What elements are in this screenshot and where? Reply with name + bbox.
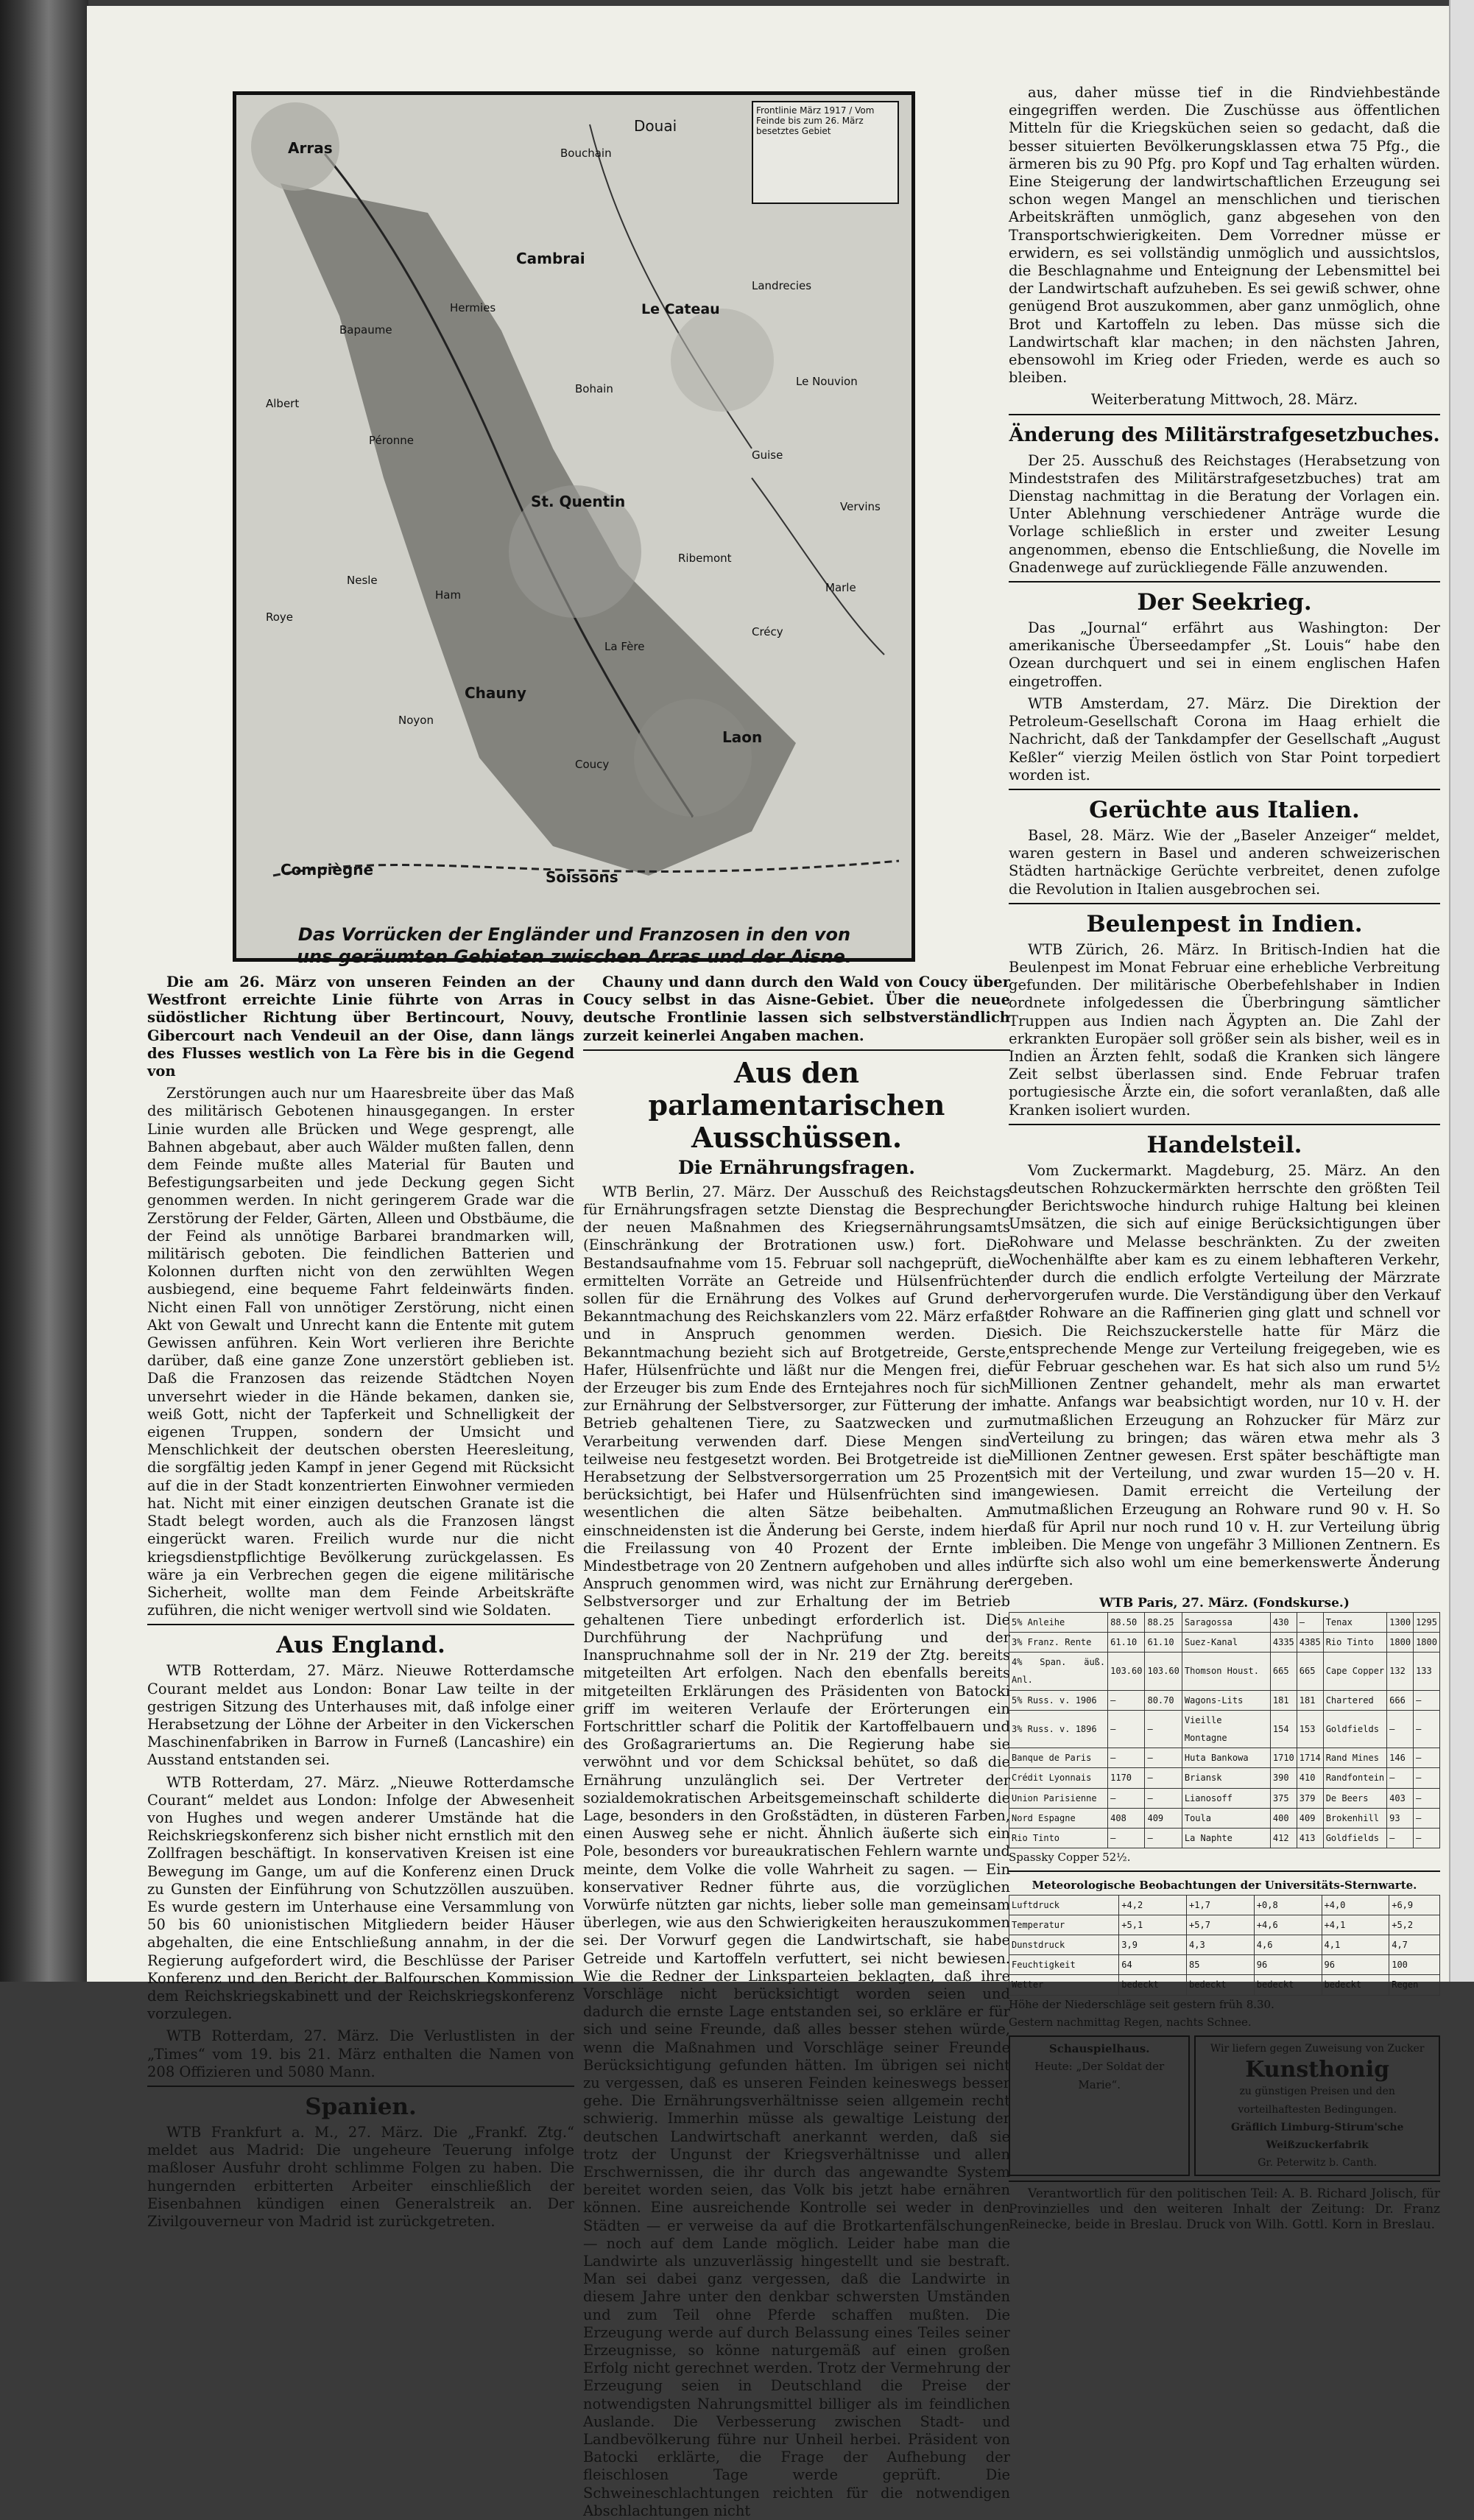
table-cell: 403 — [1387, 1788, 1414, 1808]
column-right — [1009, 84, 1440, 2233]
divider — [1009, 1124, 1440, 1125]
imprint: Verantwortlich für den politischen Teil: A. B. Richard Jolisch, für Provinzielles und den weiteren Inhalt der Zeitung: Dr. Franz Reinecke, beide in Breslau. Druck von Wilh. Gottl. Korn in Breslau. — [1009, 2186, 1440, 2233]
headline-commerce: Handelsteil. — [1146, 1131, 1302, 1158]
table-cell: 153 — [1297, 1710, 1323, 1748]
table-cell: +5,1 — [1119, 1915, 1187, 1935]
table-cell: Toula — [1182, 1808, 1270, 1828]
table-cell: 93 — [1387, 1808, 1414, 1828]
theater-program: Heute: „Der Soldat der Marie“. — [1034, 2060, 1165, 2091]
table-cell: bedeckt — [1322, 1975, 1389, 1995]
table-cell: +5,2 — [1389, 1915, 1440, 1935]
column-left — [147, 974, 574, 2230]
map-label-guise: Guise — [752, 448, 783, 462]
table-cell: +4,0 — [1322, 1895, 1389, 1915]
weather-row — [1009, 1895, 1440, 1915]
table-cell: Temperatur — [1009, 1915, 1119, 1935]
weather-row — [1009, 1955, 1440, 1975]
table-cell: +0,8 — [1254, 1895, 1322, 1915]
table-cell: 666 — [1387, 1690, 1414, 1710]
war-map — [233, 91, 915, 962]
headline-committees: Aus den parlamentarischen Ausschüssen. — [648, 1055, 945, 1154]
map-label-hermies: Hermies — [450, 301, 496, 314]
weather-note: Gestern nachmittag Regen, nachts Schnee. — [1009, 2015, 1252, 2029]
table-cell: — — [1414, 1829, 1440, 1848]
honey-ad-address: Gr. Peterwitz b. Canth. — [1258, 2157, 1378, 2169]
theater-label: Schauspielhaus. — [1048, 2042, 1150, 2056]
table-cell: Dunstdruck — [1009, 1935, 1119, 1955]
weather-table — [1009, 1895, 1440, 1996]
table-cell: +6,9 — [1389, 1895, 1440, 1915]
honey-ad-product: Kunsthonig — [1245, 2057, 1390, 2083]
divider — [1009, 581, 1440, 583]
map-label-le-cateau: Le Cateau — [641, 301, 720, 317]
table-cell: Cape Copper — [1323, 1653, 1386, 1690]
table-cell: — — [1108, 1788, 1145, 1808]
table-cell: — — [1414, 1788, 1440, 1808]
food-article-cont: aus, daher müsse tief in die Rindviehbestände eingegriffen werden. Die Zuschüsse aus öffentlichen Mitteln für die Kriegsküchen seien so gedacht, daß die besser situierten Bevölkerungsklassen etwa 75 Pfg., die ärmeren bis zu 90 Pfg. pro Kopf und Tag erhalten würden. Eine Steigerung der landwirtschaftlichen Erzeugung sei schon wegen Mangel an menschlichen und tierischen Arbeitskräften unmöglich, ganz abgesehen von den Transportschwierigkeiten. Dem Vorredner müsse er erwidern, es sei vollständig unmöglich und aussichtslos, die Beschlagnahme und Enteignung der Lebensmittel bei der Landwirtschaft aufzuheben. Es sei gewiß schwer, ohne genügend Brot auszukommen, aber ganz unmöglich, ohne Brot und Kartoffeln zu leben. Das müsse sich die Landwirtschaft klar machen; in den nächsten Jahren, ebensowohl im Krieg oder Frieden, werde es auch so bleiben. — [1009, 84, 1440, 387]
map-label-laon: Laon — [722, 728, 763, 746]
map-label-arras: Arras — [288, 139, 333, 157]
map-label-vervins: Vervins — [840, 500, 881, 513]
table-cell: Lianosoff — [1182, 1788, 1270, 1808]
paris-quote-row — [1009, 1768, 1440, 1788]
table-cell: — — [1414, 1690, 1440, 1710]
table-cell: 3% Russ. v. 1896 — [1009, 1710, 1108, 1748]
paris-quote-row — [1009, 1710, 1440, 1748]
divider — [147, 2086, 574, 2087]
table-cell: bedeckt — [1119, 1975, 1187, 1995]
england-item-3: WTB Rotterdam, 27. März. Die Verlustlisten in der „Times“ vom 19. bis 21. März enthalten die Namen von 208 Offizieren und 5080 Mann. — [147, 2027, 574, 2080]
table-cell: 4335 — [1270, 1633, 1297, 1653]
table-cell: — — [1387, 1829, 1414, 1848]
map-label-bohain: Bohain — [575, 382, 613, 395]
divider — [1009, 414, 1440, 415]
map-label-la-fere: La Fère — [604, 640, 645, 653]
headline-england: Aus England. — [276, 1632, 445, 1659]
sugar-market-report: Vom Zuckermarkt. Magdeburg, 25. März. An den deutschen Rohzuckermärkten herrschte den größten Teil der Berichtswoche hindurch ruhige Haltung bei kleinen Umsätzen, die sich auf einige Berücksichtigungen über Rohware und Melasse beschränkten. Zu der zweiten Wochenhälfte aber kam es zu einem lebhafteren Verkehr, der durch die endlich erfolgte Verteilung der Märzrate hervorgerufen wurde. Die Verständigung über den Verkauf der Rohware an die Raffinerien ging glatt und schnell vor sich. Die Reichszuckerstelle hatte für März die entsprechende Menge zur Verteilung freigegeben, wie es für Februar geschehen war. Es hat sich also um rund 5½ Millionen Zentner gehandelt, mehr als man erwartet hatte. Anfangs war beabsichtigt worden, nur 10 v. H. der mutmaßlichen Erzeugung an Rohzucker für März zur Verteilung zu bringen; das wären etwa mehr als 3 Millionen Zentner gewesen. Erst später beschäftigte man sich mit der Verteilung, und zwar wurden 15—20 v. H. angewiesen. Damit erreicht die Verteilung der mutmaßlichen Erzeugung an Rohware rund 90 v. H. So daß für April nur noch rund 10 v. H. zur Verteilung übrig bleiben. Die Menge von ungefähr 3 Millionen Zentnern. Es dürfte sich also wohl um eine bemerkenswerte Änderung ergeben. — [1009, 1161, 1440, 1589]
table-cell: Nord Espagne — [1009, 1808, 1108, 1828]
table-cell: 132 — [1387, 1653, 1414, 1690]
table-cell: Thomson Houst. — [1182, 1653, 1270, 1690]
table-cell: 4385 — [1297, 1633, 1323, 1653]
table-cell: +1,7 — [1187, 1895, 1255, 1915]
map-label-soissons: Soissons — [546, 868, 618, 886]
paris-quote-row — [1009, 1829, 1440, 1848]
table-cell: — — [1145, 1710, 1182, 1748]
table-cell: 4% Span. äuß. Anl. — [1009, 1653, 1108, 1690]
table-cell: 3% Franz. Rente — [1009, 1633, 1108, 1653]
plague-item: WTB Zürich, 26. März. In Britisch-Indien hat die Beulenpest im Monat Februar eine erhebliche Verbreitung gefunden. Der militärische Oberbefehlshaber in Indien ordnete infolgedessen die Überbringung sämtlicher Truppen aus Indien nach Ägypten an. Die Zahl der erkrankten Europäer soll größer sein als bisher, weil es in Indien an Ärzten fehlt, sodaß die Kranken sich längere Zeit selbst überlassen sind. Ende Februar trafen portugiesische Ärzte ein, die sofort veranlaßten, daß alle Kranken isoliert wurden. — [1009, 940, 1440, 1119]
paris-quote-row — [1009, 1633, 1440, 1653]
table-cell: 390 — [1270, 1768, 1297, 1788]
table-cell: 1710 — [1270, 1748, 1297, 1768]
naval-item-2: WTB Amsterdam, 27. März. Die Direktion der Petroleum-Gesellschaft Corona im Haag erhielt die Nachricht, daß der Tankdampfer der Gesellschaft „August Keßler“ vierzig Meilen östlich von Star Point torpediert worden ist. — [1009, 694, 1440, 784]
england-item-1: WTB Rotterdam, 27. März. Nieuwe Rotterdamsche Courant meldet aus London: Bonar Law teilte in der gestrigen Sitzung des Unterhauses mit, daß infolge einer Herabsetzung der Löhne der Arbeiter in den Vickerschen Maschinenfabriken in Barrow in Furneß (Lancashire) ein Ausstand entstanden sei. — [147, 1662, 574, 1769]
table-cell: Rand Mines — [1323, 1748, 1386, 1768]
table-cell: 85 — [1187, 1955, 1255, 1975]
table-cell: Rio Tinto — [1009, 1829, 1108, 1848]
map-label-ribemont: Ribemont — [678, 552, 732, 565]
table-cell: Feuchtigkeit — [1009, 1955, 1119, 1975]
table-cell: 379 — [1297, 1788, 1323, 1808]
table-cell: Suez-Kanal — [1182, 1633, 1270, 1653]
table-cell: Vieille Montagne — [1182, 1710, 1270, 1748]
table-cell: Banque de Paris — [1009, 1748, 1108, 1768]
map-label-ham: Ham — [435, 588, 462, 602]
spassky-quote: Spassky Copper 52½. — [1009, 1851, 1131, 1865]
map-label-douai: Douai — [634, 117, 677, 135]
table-cell: Briansk — [1182, 1768, 1270, 1788]
table-cell: 64 — [1119, 1955, 1187, 1975]
table-cell: 88.50 — [1108, 1612, 1145, 1632]
map-label-nesle: Nesle — [347, 574, 378, 587]
table-cell: 665 — [1297, 1653, 1323, 1690]
map-drawing — [236, 95, 911, 958]
column-middle — [583, 974, 1010, 2519]
headline-italy: Gerüchte aus Italien. — [1089, 796, 1360, 823]
table-cell: Huta Bankowa — [1182, 1748, 1270, 1768]
map-label-noyon: Noyon — [398, 714, 434, 727]
table-cell: 409 — [1145, 1808, 1182, 1828]
table-cell: 96 — [1254, 1955, 1322, 1975]
table-cell: 1170 — [1108, 1768, 1145, 1788]
table-cell: 410 — [1297, 1768, 1323, 1788]
headline-plague: Beulenpest in Indien. — [1086, 910, 1363, 937]
table-cell: — — [1414, 1710, 1440, 1748]
map-label-landrecies: Landrecies — [752, 279, 812, 292]
table-cell: 96 — [1322, 1955, 1389, 1975]
table-cell: 408 — [1108, 1808, 1145, 1828]
paris-quote-row — [1009, 1808, 1440, 1828]
table-cell: 88.25 — [1145, 1612, 1182, 1632]
table-cell: — — [1145, 1768, 1182, 1788]
table-cell: 1714 — [1297, 1748, 1323, 1768]
table-cell: — — [1414, 1748, 1440, 1768]
weather-row — [1009, 1915, 1440, 1935]
table-cell: 665 — [1270, 1653, 1297, 1690]
divider — [583, 1049, 1010, 1051]
table-cell: — — [1145, 1748, 1182, 1768]
table-cell: 412 — [1270, 1829, 1297, 1848]
military-law-article: Der 25. Ausschuß des Reichstages (Herabsetzung von Mindeststrafen des Militärstrafgesetzbuches) trat am Dienstag nachmittag in die Beratung der Vorlagen ein. Unter Ablehnung verschiedener Anträge wurde die Vorlage schließlich in erster und zweiter Lesung angenommen, ebenso die Entschließung, die Novelle im Gnadenwege auf zurückliegende Fälle anzuwenden. — [1009, 451, 1440, 576]
table-cell: 4,3 — [1187, 1935, 1255, 1955]
table-cell: 1295 — [1414, 1612, 1440, 1632]
table-cell: 103.60 — [1108, 1653, 1145, 1690]
headline-naval-war: Der Seekrieg. — [1137, 589, 1312, 616]
map-label-chauny: Chauny — [465, 684, 526, 702]
paris-quotes-heading: WTB Paris, 27. März. (Fondskurse.) — [1099, 1595, 1350, 1611]
table-cell: 1300 — [1387, 1612, 1414, 1632]
front-intro-cont: Chauny und dann durch den Wald von Coucy über Coucy selbst in das Aisne-Gebiet. Über die neue deutsche Frontlinie lassen sich selbstverständlich zurzeit keinerlei Angaben machen. — [583, 974, 1010, 1044]
table-cell: 5% Anleihe — [1009, 1612, 1108, 1632]
destruction-article: Zerstörungen auch nur um Haaresbreite über das Maß des militärisch Gebotenen hinausgegangen. In erster Linie wurden alle Brücken und Wege gesprengt, alle Bahnen abgebaut, aber auch Wälder mußten fallen, denn dem Feinde mußte alles Material für Bauten und Befestigungsarbeiten und jede Deckung gegen Sicht genommen werden. In nicht geringerem Grade war die Zerstörung der Felder, Gärten, Alleen und Obstbäume, die der Feind als unnötige Barbarei brandmarken will, militärisch geboten. Die feindlichen Batterien und Kolonnen durften nicht von den zerwühlten Wegen ausbiegend, eine bequeme Fahrt feldeinwärts finden. Nicht einen Fall von unnötiger Zerstörung, nicht einen Akt von Gewalt und Unrecht kann die Entente mit gutem Gewissen anführen. Kein Wort verlieren ihre Berichte darüber, daß eine ganze Zone unzerstört geblieben ist. Daß die Franzosen das reizende Städtchen Noyen unversehrt wieder in die Hände bekamen, danken sie, weiß Gott, nicht der Tapferkeit und Schnelligkeit der eigenen Truppen, sondern der Umsicht und Menschlichkeit der deutschen obersten Heeresleitung, die sorgfältig jeden Kampf in jener Gegend mit Rücksicht auf die in der Stadt konzentrierten Einwohner vermieden hat. Nicht mit einer einzigen deutschen Granate ist die Stadt belegt worden, auch als die Franzosen längst eingerückt waren. Freilich wurde nur die nicht kriegsdienstpflichtige Bevölkerung zurückgelassen. Es wäre ja ein Verbrechen gegen die eigene militärische Sicherheit, wollte man dem Feinde Arbeitskräfte zuführen, die nicht weniger wertvoll sind wie Soldaten. — [147, 1085, 574, 1619]
table-cell: 400 — [1270, 1808, 1297, 1828]
theater-ad — [1009, 2035, 1190, 2176]
table-cell: 154 — [1270, 1710, 1297, 1748]
table-cell: — — [1297, 1612, 1323, 1632]
table-cell: 133 — [1414, 1653, 1440, 1690]
table-cell: 181 — [1270, 1690, 1297, 1710]
weather-row — [1009, 1935, 1440, 1955]
paris-quote-row — [1009, 1612, 1440, 1632]
honey-ad — [1194, 2035, 1440, 2176]
table-cell: 103.60 — [1145, 1653, 1182, 1690]
table-cell: Randfontein — [1323, 1768, 1386, 1788]
map-label-albert: Albert — [266, 397, 300, 410]
map-label-cambrai: Cambrai — [516, 250, 585, 267]
table-cell: bedeckt — [1187, 1975, 1255, 1995]
table-cell: 4,1 — [1322, 1935, 1389, 1955]
right-page-edge — [1449, 0, 1474, 1982]
table-cell: Chartered — [1323, 1690, 1386, 1710]
table-cell: 1800 — [1387, 1633, 1414, 1653]
precipitation-note: Höhe der Niederschläge seit gestern früh 8.30. — [1009, 1997, 1274, 2011]
table-cell: 61.10 — [1145, 1633, 1182, 1653]
table-cell: Goldfields — [1323, 1829, 1386, 1848]
ads-row — [1009, 2035, 1440, 2176]
map-legend: Frontlinie März 1917 / Vom Feinde bis zum 26. März besetztes Gebiet — [752, 101, 899, 204]
map-label-crecy: Crécy — [752, 625, 783, 638]
divider — [1009, 2181, 1440, 2182]
table-cell: Saragossa — [1182, 1612, 1270, 1632]
table-cell: — — [1387, 1768, 1414, 1788]
table-cell: 430 — [1270, 1612, 1297, 1632]
table-cell: 413 — [1297, 1829, 1323, 1848]
table-cell: Luftdruck — [1009, 1895, 1119, 1915]
map-label-peronne: Péronne — [369, 434, 414, 447]
paris-quote-row — [1009, 1653, 1440, 1690]
table-cell: De Beers — [1323, 1788, 1386, 1808]
honey-ad-intro: Wir liefern gegen Zuweisung von Zucker — [1210, 2043, 1425, 2055]
table-cell: Regen — [1389, 1975, 1440, 1995]
paris-quote-row — [1009, 1788, 1440, 1808]
table-cell: +4,2 — [1119, 1895, 1187, 1915]
map-label-le-nouvion: Le Nouvion — [796, 375, 858, 388]
table-cell: +5,7 — [1187, 1915, 1255, 1935]
table-cell: 409 — [1297, 1808, 1323, 1828]
table-cell: 181 — [1297, 1690, 1323, 1710]
map-label-bapaume: Bapaume — [339, 323, 392, 337]
table-cell: — — [1108, 1829, 1145, 1848]
table-cell: Crédit Lyonnais — [1009, 1768, 1108, 1788]
table-cell: — — [1414, 1808, 1440, 1828]
table-cell: Wagons-Lits — [1182, 1690, 1270, 1710]
front-intro: Die am 26. März von unseren Feinden an der Westfront erreichte Linie führte von Arras in südöstlicher Richtung über Bertincourt, Nouvy, Gibercourt nach Vendeuil an der Oise, dann längs des Flusses westlich von La Fère bis in die Gegend von — [147, 974, 574, 1080]
divider — [1009, 1870, 1440, 1872]
book-binding — [0, 0, 88, 1982]
table-cell: — — [1145, 1788, 1182, 1808]
table-cell: 375 — [1270, 1788, 1297, 1808]
table-cell: Brokenhill — [1323, 1808, 1386, 1828]
headline-military-law: Änderung des Militärstrafgesetzbuches. — [1009, 423, 1440, 446]
table-cell: — — [1108, 1710, 1145, 1748]
table-cell: Rio Tinto — [1323, 1633, 1386, 1653]
table-cell: — — [1387, 1710, 1414, 1748]
map-label-marle: Marle — [825, 581, 856, 594]
table-cell: 3,9 — [1119, 1935, 1187, 1955]
map-label-compiegne: Compiègne — [281, 861, 374, 879]
paris-quotes-table — [1009, 1612, 1440, 1848]
table-cell: 80.70 — [1145, 1690, 1182, 1710]
subheadline-food: Die Ernährungsfragen. — [677, 1156, 916, 1178]
divider — [147, 1624, 574, 1625]
honey-ad-firm: Gräflich Limburg-Stirum'sche Weißzuckerfabrik — [1230, 2121, 1404, 2151]
naval-item-1: Das „Journal“ erfährt aus Washington: Der amerikanische Überseedampfer „St. Louis“ habe den Ozean durchquert und sei in einem englischen Hafen eingetroffen. — [1009, 619, 1440, 690]
table-cell: La Naphte — [1182, 1829, 1270, 1848]
table-cell: Tenax — [1323, 1612, 1386, 1632]
map-label-roye: Roye — [266, 610, 294, 624]
divider — [1009, 789, 1440, 790]
table-cell: 146 — [1387, 1748, 1414, 1768]
map-caption: Das Vorrücken der Engländer und Franzosen in den von uns geräumten Gebieten zwischen Arras und der Aisne. — [296, 924, 853, 967]
weather-heading: Meteorologische Beobachtungen der Universitäts-Sternwarte. — [1032, 1879, 1417, 1893]
table-cell: 4,7 — [1389, 1935, 1440, 1955]
map-label-st-quentin: St. Quentin — [531, 493, 626, 510]
table-cell: +4,6 — [1254, 1915, 1322, 1935]
table-cell: 5% Russ. v. 1906 — [1009, 1690, 1108, 1710]
table-cell: — — [1108, 1690, 1145, 1710]
table-cell: 100 — [1389, 1955, 1440, 1975]
table-cell: 61.10 — [1108, 1633, 1145, 1653]
table-cell: — — [1108, 1748, 1145, 1768]
table-cell: 1800 — [1414, 1633, 1440, 1653]
table-cell: 4,6 — [1254, 1935, 1322, 1955]
headline-spain: Spanien. — [305, 2093, 417, 2120]
table-cell: bedeckt — [1254, 1975, 1322, 1995]
table-cell: Wetter — [1009, 1975, 1119, 1995]
table-cell: — — [1145, 1829, 1182, 1848]
continuation-note: Weiterberatung Mittwoch, 28. März. — [1090, 391, 1358, 409]
divider — [1009, 903, 1440, 904]
italy-item: Basel, 28. März. Wie der „Baseler Anzeiger“ meldet, waren gestern in Basel und anderen schweizerischen Städten hartnäckige Gerüchte verbreitet, denen zufolge die Revolution in Italien ausgebrochen sei. — [1009, 826, 1440, 898]
table-cell: — — [1414, 1768, 1440, 1788]
table-cell: Union Parisienne — [1009, 1788, 1108, 1808]
england-item-2: WTB Rotterdam, 27. März. „Nieuwe Rotterdamsche Courant“ meldet aus London: Infolge der Abwesenheit von Hughes und wegen anderer Umstände hat die Reichskriegskonferenz sich bisher nicht ernstlich mit den Zollfragen beschäftigt. In konservativen Kreisen ist eine Bewegung im Gange, um auf die Konferenz einen Druck zu Gunsten der Einführung von Schutzzöllen auszuüben. Es wurde gestern im Unterhause eine Versammlung von 50 bis 60 unionistischen Mitgliedern beider Häuser abgehalten, die eine Entschließung annahm, in der die Regierung aufgefordert wird, die Beschlüsse der Pariser Konferenz und den Bericht der Balfourschen Kommission dem Reichskriegskabinett und der Reichskriegskonferenz vorzulegen. — [147, 1773, 574, 2023]
spain-item: WTB Frankfurt a. M., 27. März. Die „Frankf. Ztg.“ meldet aus Madrid: Die ungeheure Teuerung infolge maßloser Ausfuhr droht schlimme Folgen zu haben. Die hungernden erbitterten Arbeiter einschließlich der Eisenbahnen kündigen einen Generalstreik an. Der Zivilgouverneur von Madrid ist zurückgetreten. — [147, 2123, 574, 2230]
map-label-bouchain: Bouchain — [560, 147, 612, 160]
weather-row — [1009, 1975, 1440, 1995]
map-label-coucy: Coucy — [575, 758, 610, 771]
paris-quote-row — [1009, 1690, 1440, 1710]
food-article: WTB Berlin, 27. März. Der Ausschuß des Reichstags für Ernährungsfragen setzte Dienstag die Besprechung der neuen Maßnahmen des Kriegsernährungsamts (Einschränkung der Brotrationen usw.) fort. Die Bestandsaufnahme vom 15. Februar soll nachgeprüft, die ermittelten Vorräte an Getreide und Hülsenfrüchten sollen für die Ernährung des Volkes auf Grund der Bekanntmachung des Reichskanzlers vom 22. März erfaßt und in Anspruch genommen werden. Die Bekanntmachung bezieht sich auf Brotgetreide, Gerste, Hafer, Hülsenfrüchte und läßt nur die Mengen frei, die der Erzeuger bis zum Ende des Erntejahres noch für sich zur Ernährung der Selbstversorger, zur Fütterung der im Betrieb gehaltenen Tiere, zu Saatzwecken und zur Verarbeitung verwenden darf. Diese Mengen sind teilweise neu festgesetzt worden. Bei Brotgetreide ist die Herabsetzung der Selbstversorgerration um 25 Prozent berücksichtigt, bei Hafer und Hülsenfrüchten sind im wesentlichen die alten Sätze beibehalten. Am einschneidensten ist die Änderung bei Gerste, indem hier die Freilassung von 40 Prozent der Ernte im Mindestbetrage von 20 Zentnern aufgehoben und alles in Anspruch genommen wird, was nicht zur Ernährung der Selbstversorger und zur Erhaltung der im Betrieb gehaltenen Tiere unbedingt erforderlich ist. Die Durchführung der Nachprüfung und der Inanspruchnahme soll der in Nr. 219 der Ztg. bereits mitgeteilten Art erfolgen. Nach den ebenfalls bereits mitgeteilten Erklärungen des Präsidenten von Batocki griff im weiteren Verlaufe der Erörterungen ein Fortschrittler scharf die Politik der Kartoffelbauern und des Großagrariertums an. Die Regierung habe sie verwöhnt und vor dem Schicksal behütet, so daß die Ernährung unzulänglich sei. Der Vertreter der sozialdemokratischen Arbeitsgemeinschaft schilderte die Lage, besonders in den Großstädten, in düsteren Farben, einen Ausweg sehe er nicht. Ähnlich äußerte sich ein Pole, besonders vor bureaukratischen Fehlern warnte und meinte, dem Volke die volle Wahrheit zu sagen. — Ein konservativer Redner führte aus, die vorzüglichen Vorwürfe nützten gar nichts, lieber solle man gemeinsam überlegen, wie aus den Schwierigkeiten herauszukommen sei. Der Vorwurf gegen die Landwirtschaft, sie habe Getreide und Kartoffeln verfuttert, sei nicht bewiesen. Wie die Redner der Linksparteien beklagten, daß ihre Vorschläge nicht berücksichtigt worden seien und dadurch die ernste Lage entstanden sei, so erkläre er für sich und seine Freunde, daß alles besser stehen würde, wenn die Maßnahmen und Vorschläge seiner Freunde Berücksichtigung gefunden hätten. Im übrigen sei nicht zu vergessen, daß es unseren Feinden keineswegs besser gehe. Die Ernährungsverhältnisse seien allgemein recht schwierig. Immerhin müsse als gewaltige Leistung der deutschen Landwirtschaft anerkannt werden, daß sie trotz der Ungunst der Kriegsverhältnisse und allen Erschwernissen, die ihr durch das angewandte System bereitet worden seien, das Volk bis jetzt habe ernähren können. Eine ausreichende Kontrolle sei weder in den Städten — er verweise da auf die Brotkartenfälschungen — noch auf dem Lande möglich. Leider habe man die Landwirte als unzuverlässig hingestellt und sie bestraft. Man sei dabei ganz vergessen, daß die Landwirte in diesem Jahre unter den denkbar schwersten Umständen und zum Teil ohne Pferde schaffen mußten. Die Erzeugung werde auf durch Belassung eines Teiles seiner Erzeugnisse, so könne naturgemäß auf einen großen Erfolg nicht gerechnet werden. Trotz der Vermehrung der Erzeugung seien in Deutschland die Preise der notwendigsten Nahrungsmittel billiger als im feindlichen Auslande. Die Verbesserung zwischen Stadt- und Landbevölkerung führe nur Unheil herbei. Präsident von Batocki erklärte, die Frage der Aufhebung der fleischlosen Tage werde geprüft. Die Schweineschlachtungen reichten für die notwendigen Abschlachtungen nicht — [583, 1183, 1010, 2519]
table-cell: +4,1 — [1322, 1915, 1389, 1935]
table-cell: Goldfields — [1323, 1710, 1386, 1748]
paris-quote-row — [1009, 1748, 1440, 1768]
honey-ad-detail: zu günstigen Preisen und den vorteilhaftesten Bedingungen. — [1238, 2086, 1397, 2116]
